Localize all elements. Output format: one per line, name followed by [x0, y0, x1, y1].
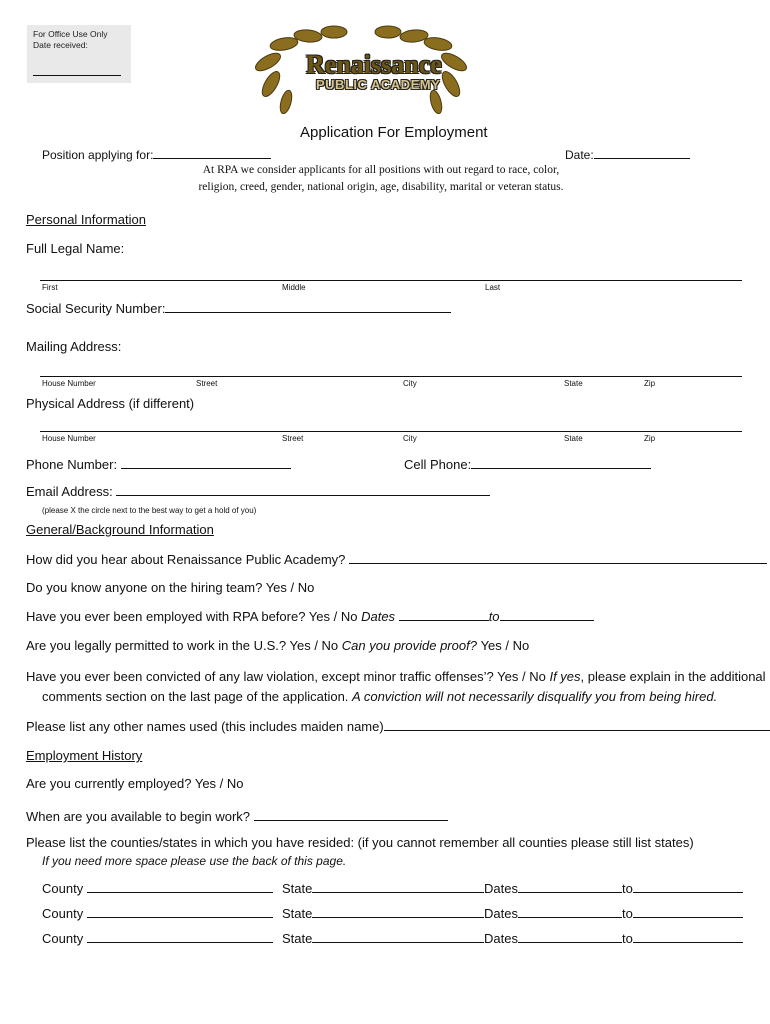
q-hear-label: How did you hear about Renaissance Public Academy?: [26, 552, 346, 567]
last-caption: Last: [485, 283, 501, 292]
personal-info-heading: Personal Information: [26, 212, 146, 227]
physical-zip-caption: Zip: [644, 434, 656, 443]
mailing-field[interactable]: [40, 376, 742, 377]
email-row: [26, 483, 490, 499]
logo-subtitle: PUBLIC ACADEMY: [316, 77, 441, 92]
q-know-hiring: Do you know anyone on the hiring team? Yes / No: [26, 580, 315, 595]
phone-row: [26, 456, 291, 472]
q-proof-label: Can you provide proof?: [341, 638, 477, 653]
q-proof-yn: Yes / No: [480, 638, 530, 653]
county-field[interactable]: [87, 880, 273, 893]
q-convicted-label: Have you ever been convicted of any law violation, except minor traffic offenses’? Yes / No: [26, 669, 546, 684]
dates-to-label: to: [621, 906, 633, 921]
q-employed-before-label: Have you ever been employed with RPA before? Yes / No: [26, 609, 358, 624]
q-permitted-label: Are you legally permitted to work in the U.S.? Yes / No: [26, 638, 339, 653]
dates-from-field[interactable]: [518, 905, 622, 918]
mailing-street-caption: Street: [196, 379, 218, 388]
email-note: (please X the circle next to the best way to get a hold of you): [42, 506, 257, 515]
q-hear-row: [26, 551, 767, 567]
date-field[interactable]: [594, 146, 690, 159]
ssn-field[interactable]: [165, 300, 451, 313]
physical-field[interactable]: [40, 431, 742, 432]
logo-name: Renaissance: [306, 50, 442, 79]
general-heading: General/Background Information: [26, 522, 214, 537]
mailing-label: Mailing Address:: [26, 339, 122, 354]
dates-label: Dates: [484, 881, 518, 896]
dates-from-field[interactable]: [518, 880, 622, 893]
q-employed-before-row: [26, 608, 594, 624]
phone-label: Phone Number:: [26, 457, 118, 472]
state-label: State: [282, 881, 313, 896]
q-employed-from-field[interactable]: [399, 608, 489, 621]
eeo-statement: At RPA we consider applicants for all positions with out regard to race, color, religion, creed, gender, national origin, age, disability, marital or veteran status.: [198, 164, 564, 193]
county-label: County: [42, 931, 84, 946]
first-caption: First: [42, 283, 58, 292]
mailing-house-caption: House Number: [42, 379, 96, 388]
page-title: Application For Employment: [300, 124, 488, 141]
physical-street-caption: Street: [282, 434, 304, 443]
county-field[interactable]: [87, 905, 273, 918]
q-convicted-rest: , please explain in the additional: [580, 669, 766, 684]
q-available-row: [26, 808, 448, 824]
q-currently-employed: Are you currently employed? Yes / No: [26, 776, 244, 791]
q-convicted-line2: comments section on the last page of the application.: [42, 689, 349, 704]
cell-label: Cell Phone:: [404, 457, 472, 472]
q-convicted-row2: [42, 689, 717, 704]
q-other-names-label: Please list any other names used (this includes maiden name): [26, 719, 384, 734]
cell-row: [404, 456, 651, 472]
mailing-state-caption: State: [564, 379, 583, 388]
ssn-label: Social Security Number:: [26, 301, 166, 316]
dates-from-field[interactable]: [518, 930, 622, 943]
physical-state-caption: State: [564, 434, 583, 443]
office-date-line[interactable]: [33, 75, 121, 76]
residence-row-2: [42, 905, 273, 921]
residence-row-2-dates: [484, 905, 743, 921]
state-field[interactable]: [312, 930, 484, 943]
state-field[interactable]: [312, 880, 484, 893]
q-convicted-row: [26, 669, 766, 684]
office-use-text: For Office Use Only Date received:: [33, 29, 108, 50]
q-available-field[interactable]: [254, 808, 448, 821]
q-employed-dates-label: Dates: [361, 609, 396, 624]
dates-to-field[interactable]: [633, 930, 743, 943]
residence-row-3-dates: [484, 930, 743, 946]
q-available-label: When are you available to begin work?: [26, 809, 251, 824]
q-counties-note: If you need more space please use the back of this page.: [42, 854, 347, 868]
full-name-field[interactable]: [40, 280, 742, 281]
dates-to-label: to: [621, 931, 633, 946]
q-employed-to-field[interactable]: [500, 608, 594, 621]
q-other-names-row: [26, 718, 770, 734]
dates-to-label: to: [621, 881, 633, 896]
q-convicted-note: A conviction will not necessarily disqualify you from being hired.: [352, 689, 718, 704]
office-use-box: [27, 25, 131, 83]
employment-heading: Employment History: [26, 748, 143, 763]
state-field[interactable]: [312, 905, 484, 918]
q-employed-to-label: to: [488, 609, 500, 624]
dates-label: Dates: [484, 931, 518, 946]
residence-row-3: [42, 930, 273, 946]
email-field[interactable]: [116, 483, 490, 496]
dates-label: Dates: [484, 906, 518, 921]
county-label: County: [42, 881, 84, 896]
residence-row-1: [42, 880, 273, 896]
full-name-label: Full Legal Name:: [26, 241, 125, 256]
physical-city-caption: City: [403, 434, 417, 443]
physical-house-caption: House Number: [42, 434, 96, 443]
middle-caption: Middle: [282, 283, 306, 292]
mailing-zip-caption: Zip: [644, 379, 656, 388]
school-logo: [246, 24, 476, 114]
mailing-city-caption: City: [403, 379, 417, 388]
q-other-names-field[interactable]: [384, 718, 770, 731]
date-label: Date:: [565, 148, 594, 162]
residence-row-2-state: [282, 905, 484, 921]
residence-row-1-state: [282, 880, 484, 896]
cell-field[interactable]: [471, 456, 651, 469]
date-row: [565, 146, 690, 162]
q-hear-field[interactable]: [349, 551, 767, 564]
position-row: [42, 146, 271, 162]
state-label: State: [282, 931, 313, 946]
position-label: Position applying for:: [42, 148, 154, 162]
state-label: State: [282, 906, 313, 921]
residence-row-1-dates: [484, 880, 743, 896]
county-label: County: [42, 906, 84, 921]
q-permitted-row: [26, 638, 529, 653]
q-convicted-ifyes: If yes: [549, 669, 581, 684]
residence-row-3-state: [282, 930, 484, 946]
ssn-row: [26, 300, 451, 316]
physical-label: Physical Address (if different): [26, 396, 195, 411]
q-counties-label: Please list the counties/states in which you have resided: (if you cannot remember all counties please still list states): [26, 835, 694, 850]
email-label: Email Address:: [26, 484, 113, 499]
dates-to-field[interactable]: [633, 880, 743, 893]
dates-to-field[interactable]: [633, 905, 743, 918]
position-field[interactable]: [153, 146, 271, 159]
phone-field[interactable]: [121, 456, 291, 469]
county-field[interactable]: [87, 930, 273, 943]
